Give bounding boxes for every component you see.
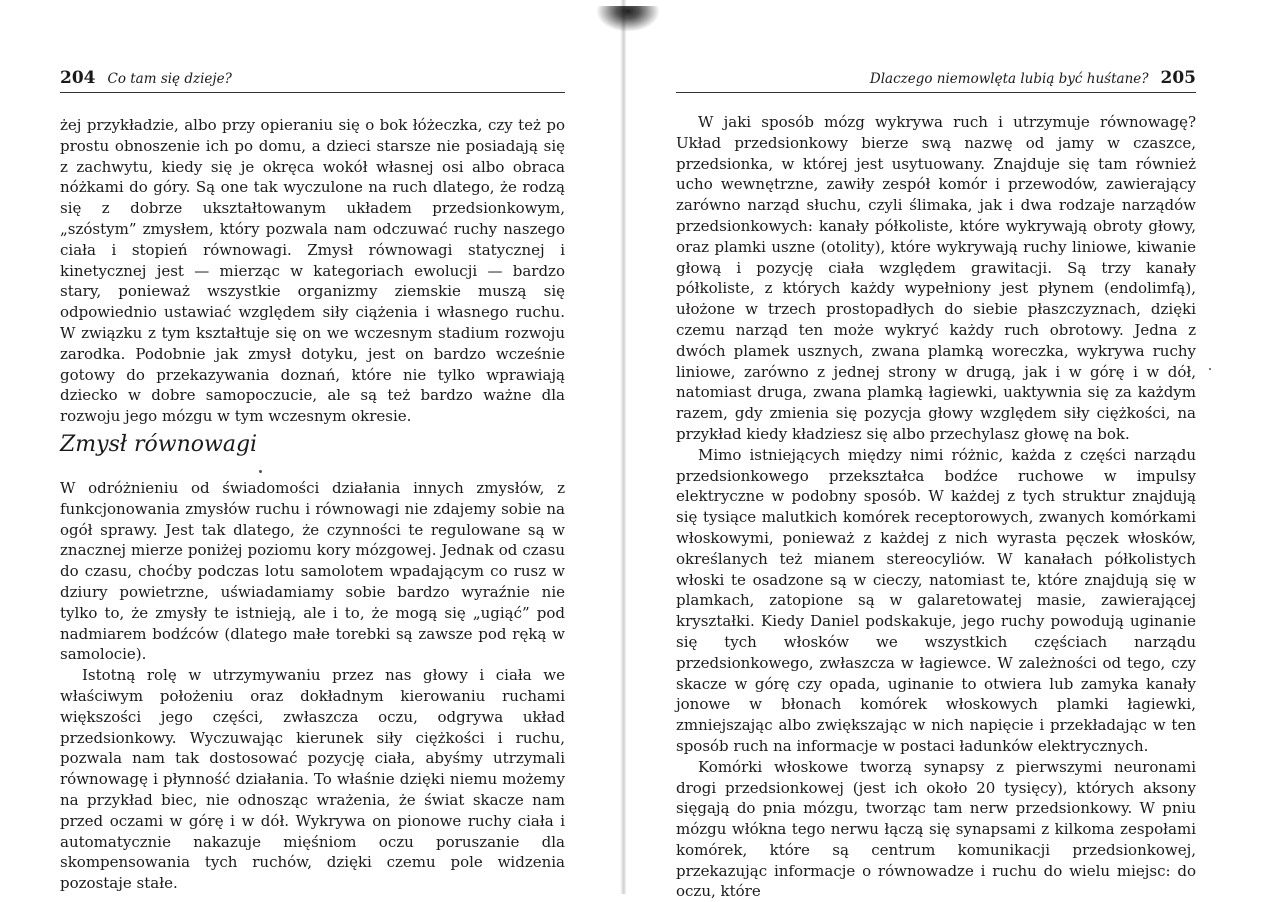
paragraph: Mimo istniejących między nimi różnic, każda z części narządu przedsionkowego przekształca bodźce ruchowe w impulsy elektryczne w podobny sposób. W każdej z tych struktur znajdują się tysiące malutkich komórek receptorowych, zwanych komórkami włoskowymi, ponieważ z każdej z nich wyrasta pęczek włosków, określanych też mianem stereocyliów. W kanałach półkolistych włoski te osadzone są w cieczy, natomiast te, które znajdują się w plamkach, zatopione są w galaretowatej masie, zawierającej kryształki. Kiedy Daniel podskakuje, jego ruchy powodują uginanie się tych włosków we wszystkich częściach narządu przedsionkowego, zwłaszcza w łagiewce. W zależności od tego, czy skacze w górę czy opada, uginanie to otwiera lub zamyka kanały jonowe w błonach komórek włoskowych plamki łagiewki, zmniejszając albo zwiększając w nich napięcie i przekładając w ten sposób ruch na informacje w postaci ładunków elektrycznych.: [676, 445, 1196, 755]
right-page: [631, 0, 1262, 901]
page-number: 205: [1160, 68, 1196, 88]
running-title: Co tam się dzieje?: [107, 71, 232, 87]
paragraph: żej przykładzie, albo przy opieraniu się o bok łóżeczka, czy też po prostu obnoszenie ich po domu, a dzieci starsze nie posiadają się z zachwytu, kiedy się je okręca wokół własnej osi albo obraca nóżkami do góry. Są one tak wyczulone na ruch dlatego, że rodzą się z dobrze ukształtowanym układem przedsionkowym, „szóstym” zmysłem, który pozwala nam odczuwać ruchy naszego ciała i stopień równowagi. Zmysł równowagi statycznej i kinetycznej jest — mierząc w kategoriach ewolucji — bardzo stary, ponieważ wszystkie organizmy ziemskie muszą się odpowiednio ustawiać względem siły ciążenia i własnego ruchu. W związku z tym kształtuje się on we wczesnym stadium rozwoju zarodka. Podobnie jak zmysł dotyku, jest on bardzo wcześnie gotowy do przekazywania doznań, które nie tylko wprawiają dziecko w dobre samopoczucie, ale są też bardzo ważne dla rozwoju jego mózgu w tym wczesnym okresie.: [60, 116, 565, 426]
paragraph: W jaki sposób mózg wykrywa ruch i utrzymuje równowagę? Układ przedsionkowy bierze swą nazwę od jamy w czaszce, przedsionka, w której jest usytuowany. Znajduje się tam również ucho wewnętrzne, zawiły zespół komór i przewodów, zawierający zarówno narząd słuchu, czyli ślimaka, jak i dwa rodzaje narządów przedsionkowych: kanały półkoliste, które wykrywają obroty głowy, oraz plamki uszne (otolity), które wykrywają ruchy liniowe, kiwanie głową i pozycję ciała względem grawitacji. Są trzy kanały półkoliste, z których każdy wypełniony jest płynem (endolimfą), ułożone w trzech prostopadłych do siebie płaszczyznach, dzięki czemu narząd ten może wykryć każdy ruch obrotowy. Jedna z dwóch plamek usznych, zwana plamką woreczka, wykrywa ruchy liniowe, zarówno z jednej strony w drugą, jak i w górę i w dół, natomiast druga, zwana plamką łagiewki, uaktywnia się za każdym razem, gdy zmienia się pozycja głowy względem siły ciężkości, na przykład kiedy kładziesz się albo przechylasz głowę na bok.: [676, 113, 1196, 443]
left-page: [0, 0, 631, 894]
intro-text: [60, 115, 565, 427]
body-text: [676, 112, 1196, 902]
right-page-header: [676, 68, 1196, 93]
speck: [259, 470, 262, 473]
running-title: Dlaczego niemowlęta lubią być huśtane?: [869, 71, 1149, 87]
page-number: 204: [60, 68, 96, 88]
left-page-header: [60, 68, 565, 93]
paragraph: W odróżnieniu od świadomości działania innych zmysłów, z funkcjonowania zmysłów ruchu i równowagi nie zdajemy sobie na ogół sprawy. Jest tak dlatego, że czynności te regulowane są w znacznej mierze poniżej poziomu kory mózgowej. Jednak od czasu do czasu, choćby podczas lotu samolotem wpadającym co rusz w dziury powietrzne, uświadamiamy sobie bardzo wyraźnie nie tylko to, że zmysły te istnieją, ale i to, że mogą się „ugiąć” pod nadmiarem bodźców (dlatego małe torebki są zawsze pod ręką w samolocie).: [60, 479, 565, 664]
speck: [1209, 368, 1211, 370]
paragraph: Istotną rolę w utrzymywaniu przez nas głowy i ciała we właściwym położeniu oraz dokładnym kierowaniu ruchami większości jego części, zwłaszcza oczu, odgrywa układ przedsionkowy. Wyczuwając kierunek siły ciężkości i ruchu, pozwala nam tak dostosować pozycję ciała, abyśmy utrzymali równowagę i płynność działania. To właśnie dzięki niemu możemy na przykład biec, nie odnosząc wrażenia, że świat skacze nam przed oczami w górę i w dół. Wykrywa on pionowe ruchy ciała i automatycznie nakazuje mięśniom oczu poruszanie dla skompensowania tych ruchów, dzięki czemu pole widzenia pozostaje stałe.: [60, 666, 565, 893]
paragraph: Komórki włoskowe tworzą synapsy z pierwszymi neuronami drogi przedsionkowej (jest ich około 20 tysięcy), których aksony sięgają do pnia mózgu, tworząc tam nerw przedsionkowy. W pniu mózgu włókna tego nerwu łączą się synapsami z kilkoma zespołami komórek, które są centrum komunikacji przedsionkowej, przekazując informacje o równowadze i ruchu do wielu miejsc: do oczu, które: [676, 757, 1196, 901]
section-title: Zmysł równowagi: [60, 432, 258, 457]
section-text: [60, 478, 565, 894]
